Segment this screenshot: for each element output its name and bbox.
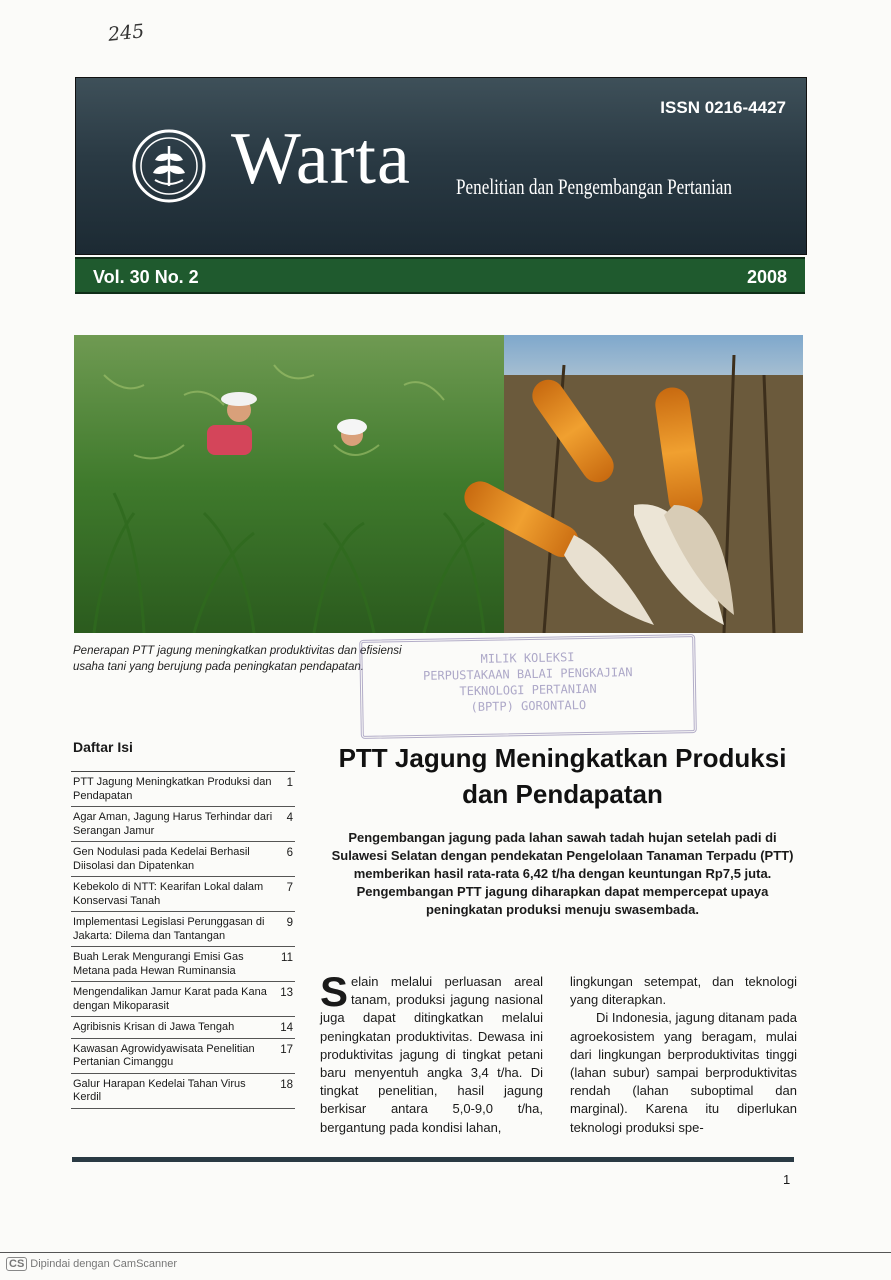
toc-item[interactable] xyxy=(71,1074,295,1109)
page-number: 1 xyxy=(783,1172,791,1187)
toc-item-page: 14 xyxy=(280,1022,293,1034)
toc-item-page: 4 xyxy=(286,812,293,824)
toc-item-page: 9 xyxy=(286,917,293,929)
toc-item-page: 18 xyxy=(280,1078,293,1091)
library-stamp xyxy=(359,634,697,739)
toc-item-title: Galur Harapan Kedelai Tahan Virus Kerdil xyxy=(73,1077,246,1103)
toc-item-title: Kawasan Agrowidyawisata Penelitian Pertanian Cimanggu xyxy=(73,1042,255,1068)
toc-item-title: Kebekolo di NTT: Kearifan Lokal dalam Konservasi Tanah xyxy=(73,881,264,907)
issn: ISSN 0216-4427 xyxy=(660,98,786,117)
toc-item-title: Buah Lerak Mengurangi Emisi Gas Metana pada Hewan Ruminansia xyxy=(73,951,244,977)
toc-title: Daftar Isi xyxy=(73,739,133,755)
toc-item[interactable] xyxy=(71,842,295,877)
article-headline: PTT Jagung Meningkatkan Produksi dan Pendapatan xyxy=(338,743,787,809)
toc-item-title: Agribisnis Krisan di Jawa Tengah xyxy=(73,1021,235,1033)
toc-item[interactable] xyxy=(71,947,295,982)
toc-item-page: 13 xyxy=(280,987,293,999)
camscanner-icon: CS xyxy=(6,1257,27,1271)
ministry-emblem-icon xyxy=(131,128,207,204)
page-edge-line xyxy=(0,1252,891,1253)
article-paragraph: elain melalui perluasan areal tanam, produksi jagung nasional juga dapat ditingkatkan melalui peningkatan produktivitas. Dewasa ini produktivitas jagung di tingkat petani baru menyentuh angka 3,4 t/ha. Di tingkat penelitian, hasil jagung berkisar antara 5,0-9,0 t/ha, bergantung pada kondisi lahan, xyxy=(320,974,543,1135)
toc-item-page: 6 xyxy=(286,847,293,859)
toc-item-title: PTT Jagung Meningkatkan Produksi dan Pendapatan xyxy=(73,776,272,802)
volume-number: Vol. 30 No. 2 xyxy=(93,267,199,287)
toc-item-page: 1 xyxy=(286,777,293,789)
article-lead: Pengembangan jagung pada lahan sawah tadah hujan setelah padi di Sulawesi Selatan dengan pendekatan Pengelolaan Tanaman Terpadu (PTT) memberikan hasil rata-rata 6,42 t/ha dengan keuntungan Rp7,5 juta. Pengembangan PTT jagung diharapkan dapat mempercepat upaya peningkatan produksi menuju swasembada. xyxy=(331,830,794,917)
toc-item-title: Gen Nodulasi pada Kedelai Berhasil Diisolasi dan Dipatenkan xyxy=(73,846,250,872)
toc-item[interactable] xyxy=(71,1039,295,1074)
article-column-2 xyxy=(570,973,797,1137)
magazine-title: Warta xyxy=(231,118,411,200)
toc-item[interactable] xyxy=(71,877,295,912)
masthead xyxy=(75,77,807,255)
volume-bar xyxy=(75,257,805,294)
toc-item[interactable] xyxy=(71,772,295,807)
toc-item-title: Implementasi Legislasi Perunggasan di Jakarta: Dilema dan Tantangan xyxy=(73,916,265,942)
toc-item-page: 7 xyxy=(286,882,293,894)
article-paragraph: Di Indonesia, jagung ditanam pada agroekosistem yang beragam, mulai dari lingkungan berproduktivitas tinggi (lahan subur) sampai berproduktivitas rendah (lahan suboptimal dan marginal). Karena itu diperlukan teknologi produksi spe- xyxy=(570,1010,797,1135)
toc-item[interactable] xyxy=(71,982,295,1017)
scanner-watermark xyxy=(6,1258,177,1270)
stamp-line: MILIK KOLEKSI xyxy=(480,650,575,666)
stamp-line: PERPUSTAKAAN BALAI PENGKAJIAN xyxy=(422,665,633,683)
magazine-subtitle: Penelitian dan Pengembangan Pertanian xyxy=(456,174,732,199)
article-column-1 xyxy=(320,968,543,1137)
toc-item[interactable] xyxy=(71,807,295,842)
article-paragraph: lingkungan setempat, dan teknologi yang diterapkan. xyxy=(570,974,797,1008)
toc-item-title: Mengendalikan Jamur Karat pada Kana dengan Mikoparasit xyxy=(73,986,267,1012)
issue-year: 2008 xyxy=(746,267,787,287)
stamp-line: TEKNOLOGI PERTANIAN xyxy=(459,681,597,699)
toc-item-title: Agar Aman, Jagung Harus Terhindar dari Serangan Jamur xyxy=(73,811,273,837)
table-of-contents xyxy=(71,771,295,1109)
handwritten-page-mark: 245 xyxy=(106,20,146,46)
corn-field-photo xyxy=(74,335,803,633)
stamp-line: (BPTP) GORONTALO xyxy=(470,697,587,715)
toc-item[interactable] xyxy=(71,912,295,947)
toc-item-page: 11 xyxy=(281,952,293,964)
scanner-note: Dipindai dengan CamScanner xyxy=(30,1258,178,1270)
toc-item[interactable] xyxy=(71,1017,295,1039)
footer-rule xyxy=(72,1157,794,1162)
toc-item-page: 17 xyxy=(280,1043,293,1056)
photo-caption: Penerapan PTT jagung meningkatkan produktivitas dan efisiensi usaha tani yang berujung pada peningkatan pendapatan. xyxy=(73,645,402,673)
drop-cap: S xyxy=(320,968,349,1015)
